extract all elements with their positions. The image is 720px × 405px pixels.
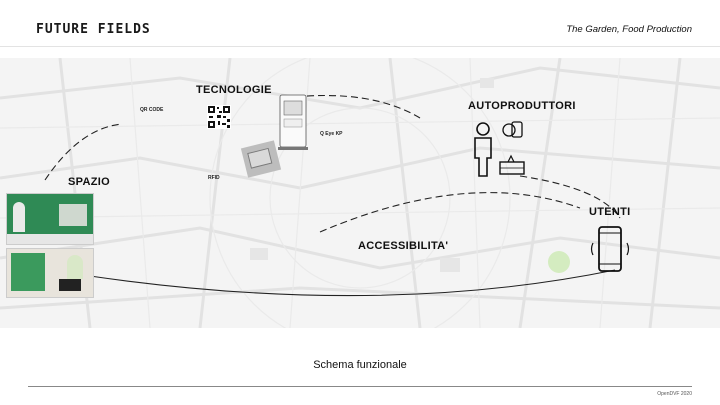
smartphone-icon <box>588 225 632 273</box>
label-q-eye-kp: Q Eye KP <box>320 131 343 137</box>
flow-accessibilita-utenti <box>320 193 580 232</box>
section-accessibilita: ACCESSIBILITA' <box>358 240 449 252</box>
person-icon <box>470 120 496 178</box>
top-divider <box>0 46 720 47</box>
accessibility-marker <box>548 251 570 273</box>
section-autoproduttori: AUTOPRODUTTORI <box>468 100 576 112</box>
section-utenti: UTENTI <box>589 206 631 218</box>
flow-connections <box>0 58 720 328</box>
footer-credit: OpenDVF 2020 <box>657 391 692 397</box>
crate-icon <box>498 154 526 176</box>
space-photo-2 <box>6 248 94 298</box>
functional-schema <box>0 58 720 328</box>
flow-spazio-tecnologie <box>45 124 122 180</box>
brand-logo: FUTURE FIELDS <box>36 22 151 37</box>
figure-caption: Schema funzionale <box>313 359 407 371</box>
section-tecnologie: TECNOLOGIE <box>196 84 272 96</box>
qr-code-icon <box>207 105 231 129</box>
kiosk-icon <box>276 93 310 151</box>
section-spazio: SPAZIO <box>68 176 110 188</box>
space-photo-1 <box>6 193 94 245</box>
label-rfid: RFID <box>208 175 220 181</box>
header-subtitle: The Garden, Food Production <box>566 24 692 35</box>
produce-jar-icon <box>500 120 524 140</box>
flow-spazio-utenti <box>90 270 615 296</box>
bottom-divider <box>28 386 692 387</box>
label-qr-code: QR CODE <box>140 107 164 113</box>
